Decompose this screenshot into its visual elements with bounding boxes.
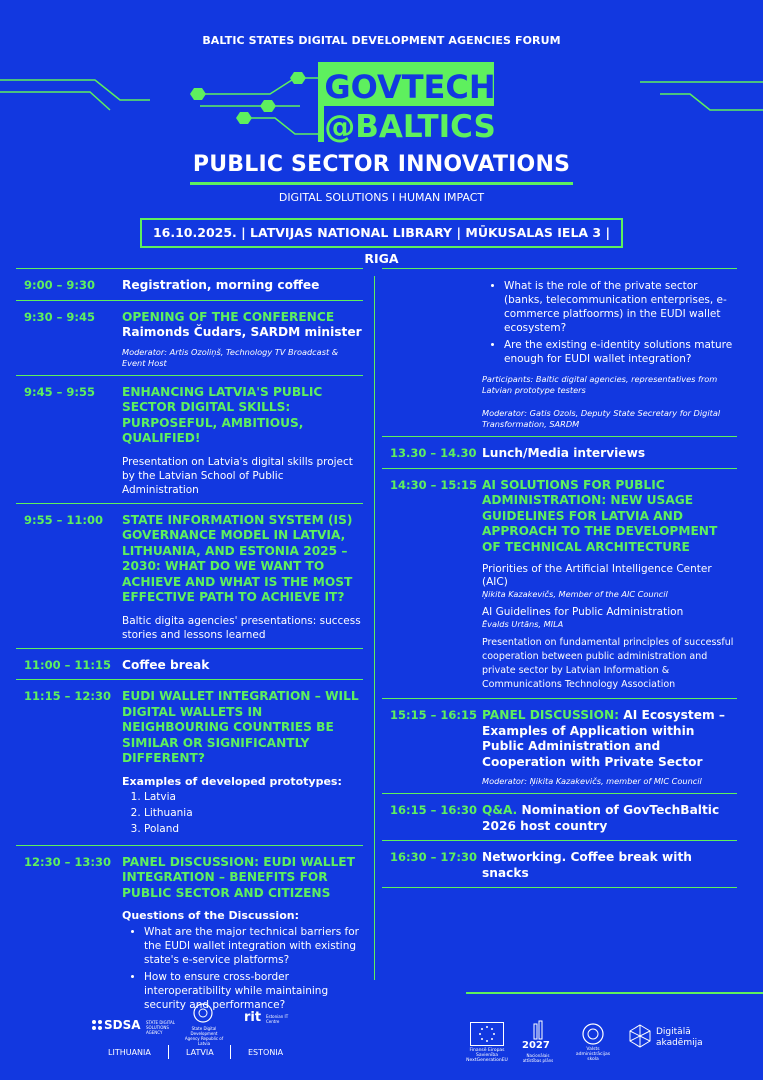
agenda-row <box>16 845 363 1016</box>
agenda-text: Presentation on Latvia's digital skills project by the Latvian School of Public Administration <box>122 455 353 496</box>
agenda-subheading: Examples of developed prototypes: <box>122 774 342 788</box>
agenda-title: Registration, morning coffee <box>122 278 320 292</box>
school-caption: Valsts administrācijas skola <box>575 1047 611 1062</box>
agenda-row <box>16 648 363 680</box>
agenda-speaker: Raimonds Čudars, SARDM minister <box>122 325 362 339</box>
agenda-title: PANEL DISCUSSION: EUDI WALLET INTEGRATION – BENEFITS FOR PUBLIC SECTOR AND CITIZENS <box>122 854 355 900</box>
agenda-talk: AI Guidelines for Public Administration <box>482 606 684 618</box>
agenda-text: Presentation on fundamental principles of successful cooperation between public administration and private sector by Latvian Information & Communications Technology Association <box>482 637 734 690</box>
agenda-row <box>16 503 363 648</box>
questions-list <box>122 925 363 1012</box>
agenda-row <box>382 268 737 436</box>
agenda-time: 9:45 – 9:55 <box>24 384 95 399</box>
plan-2027-caption: Nacionālais attīstības plāns <box>522 1053 554 1063</box>
agenda-speaker: Ņikita Kazakevičs, Member of the AIC Council <box>482 589 668 599</box>
school-crest-icon <box>582 1022 604 1046</box>
agenda-time: 16:15 – 16:30 <box>390 803 477 817</box>
agenda-right-column <box>382 268 737 888</box>
latvia-agency-caption: State Digital Development Agency Republic of Latvia <box>184 1026 224 1046</box>
agenda-time: 16:30 – 17:30 <box>390 850 477 864</box>
sdsa-logo: SDSA <box>104 1018 141 1032</box>
digital-academy-logo: Digitālā akadēmija <box>656 1027 703 1048</box>
list-item: • What are the major technical barriers for the EUDI wallet integration with existing state's e-service platforms? <box>144 925 363 967</box>
venue-box: 16.10.2025. | LATVIJAS NATIONAL LIBRARY | MŪKUSALAS IELA 3 | RIGA <box>140 218 623 248</box>
svg-text:@BALTICS: @BALTICS <box>324 109 496 144</box>
footer-line <box>466 992 763 994</box>
digital-academy-icon <box>628 1024 652 1048</box>
agenda-title-prefix: Q&A. <box>482 803 518 817</box>
agenda-time: 13.30 – 14.30 <box>390 446 477 460</box>
agenda-note: Moderator: Ņikita Kazakevičs, member of MIC Council <box>482 776 702 786</box>
agenda-row <box>16 300 363 375</box>
list-item: 3. Poland <box>144 823 363 836</box>
agenda-time: 15:15 – 16:15 <box>390 708 477 722</box>
forum-title: BALTIC STATES DIGITAL DEVELOPMENT AGENCIES FORUM <box>202 34 561 47</box>
agenda-subheading: Questions of the Discussion: <box>122 909 299 922</box>
agenda-text: Baltic digita agencies' presentations: success stories and lessons learned <box>122 614 361 641</box>
agenda-title: Networking. Coffee break with snacks <box>482 850 692 880</box>
agenda-row <box>382 468 737 699</box>
country-lithuania: LITHUANIA <box>108 1048 151 1057</box>
list-item: 2. Lithuania <box>144 807 363 820</box>
agenda-row <box>16 268 363 300</box>
agenda-row <box>16 679 363 845</box>
rit-logo-caption: Estonian IT Centre <box>266 1014 289 1024</box>
agenda-time: 9:30 – 9:45 <box>24 309 95 324</box>
agenda-note: Participants: Baltic digital agencies, representatives from Latvian prototype testers <box>482 374 718 395</box>
agenda-title: AI Ecosystem – Examples of Application within Public Administration and Cooperation with Private Sector <box>482 708 725 769</box>
agenda-time: 11:15 – 12:30 <box>24 689 111 703</box>
agenda-title: Nomination of GovTechBaltic 2026 host country <box>482 803 720 833</box>
agenda-speaker: Ēvalds Urtāns, MILA <box>482 619 564 629</box>
agenda-time: 12:30 – 13:30 <box>24 854 111 869</box>
sdsa-logo-caption: STATE DIGITAL SOLUTIONS AGENCY <box>146 1020 175 1035</box>
list-item: 1. Latvia <box>144 791 363 804</box>
page-subtitle: DIGITAL SOLUTIONS I HUMAN IMPACT <box>278 191 485 204</box>
agenda-row <box>382 793 737 840</box>
prototype-list <box>122 791 363 836</box>
column-divider <box>374 276 375 980</box>
agenda-time: 11:00 – 11:15 <box>24 657 111 672</box>
questions-list-continued <box>482 279 737 366</box>
footer-separator <box>230 1045 231 1059</box>
agenda-row <box>382 436 737 468</box>
list-item: • Are the existing e-identity solutions mature enough for EUDI wallet integration? <box>504 338 737 366</box>
footer-separator <box>168 1045 169 1059</box>
agenda-title: STATE INFORMATION SYSTEM (IS) GOVERNANCE MODEL IN LATVIA, LITHUANIA, AND ESTONIA 2025 – 2030: WHAT DO WE WANT TO ACHIEVE AND WHAT IS THE MOST EFFECTIVE PATH TO ACHIEVE IT? <box>122 512 353 604</box>
circuit-decoration-left <box>0 60 330 140</box>
agenda-time: 9:55 – 11:00 <box>24 512 103 527</box>
agenda-title: AI SOLUTIONS FOR PUBLIC ADMINISTRATION: NEW USAGE GUIDELINES FOR LATVIA AND APPROACH TO THE DEVELOPMENT OF TECHNICAL ARCHITECTURE <box>482 477 718 554</box>
agenda-time: 9:00 – 9:30 <box>24 278 95 292</box>
agenda-row <box>382 840 737 888</box>
agenda-title: Lunch/Media interviews <box>482 446 646 460</box>
list-item: • How to ensure cross-border interoperatibility while maintaining security and performance? <box>144 970 363 1012</box>
agenda-time: 14:30 – 15:15 <box>390 477 477 492</box>
eu-funding-caption: Finansē Eiropas Savienība NextGenerationEU <box>466 1048 508 1063</box>
eu-flag-icon <box>470 1022 504 1046</box>
agenda-left-column <box>16 268 363 1015</box>
page-title: PUBLIC SECTOR INNOVATIONS <box>192 152 571 177</box>
list-item: • What is the role of the private sector (banks, telecommunication enterprises, e-commerce platfoorms) in the EUDI wallet ecosystem? <box>504 279 737 335</box>
country-latvia: LATVIA <box>186 1048 214 1057</box>
govtech-logo <box>318 60 498 144</box>
agenda-row <box>382 698 737 793</box>
agenda-title: ENHANCING LATVIA'S PUBLIC SECTOR DIGITAL SKILLS: PURPOSEFUL, AMBITIOUS, QUALIFIED! <box>122 384 323 445</box>
agenda-title: Coffee break <box>122 657 210 672</box>
circuit-decoration-right <box>640 70 763 120</box>
agenda-title-prefix: PANEL DISCUSSION: <box>482 708 620 722</box>
agenda-row <box>16 375 363 503</box>
agenda-talk: Priorities of the Artificial Intelligence Center (AIC) <box>482 563 712 588</box>
country-estonia: ESTONIA <box>248 1048 284 1057</box>
svg-text:GOVTECH: GOVTECH <box>324 68 496 106</box>
plan-2027-icon <box>532 1020 546 1040</box>
agenda-note: Moderator: Artis Ozoliņš, Technology TV Broadcast & Event Host <box>122 346 339 368</box>
agenda-title: EUDI WALLET INTEGRATION – WILL DIGITAL WALLETS IN NEIGHBOURING COUNTRIES BE SIMILAR OR SIGNIFICANTLY DIFFERENT? <box>122 689 359 765</box>
rit-logo: rit <box>244 1010 262 1025</box>
latvia-coat-of-arms-icon <box>193 1002 213 1024</box>
agenda-title: OPENING OF THE CONFERENCE <box>122 309 335 324</box>
agenda-note: Moderator: Gatis Ozols, Deputy State Secretary for Digital Transformation, SARDM <box>482 408 721 429</box>
title-underline <box>190 182 573 185</box>
plan-2027-logo: 2027 <box>522 1040 550 1051</box>
